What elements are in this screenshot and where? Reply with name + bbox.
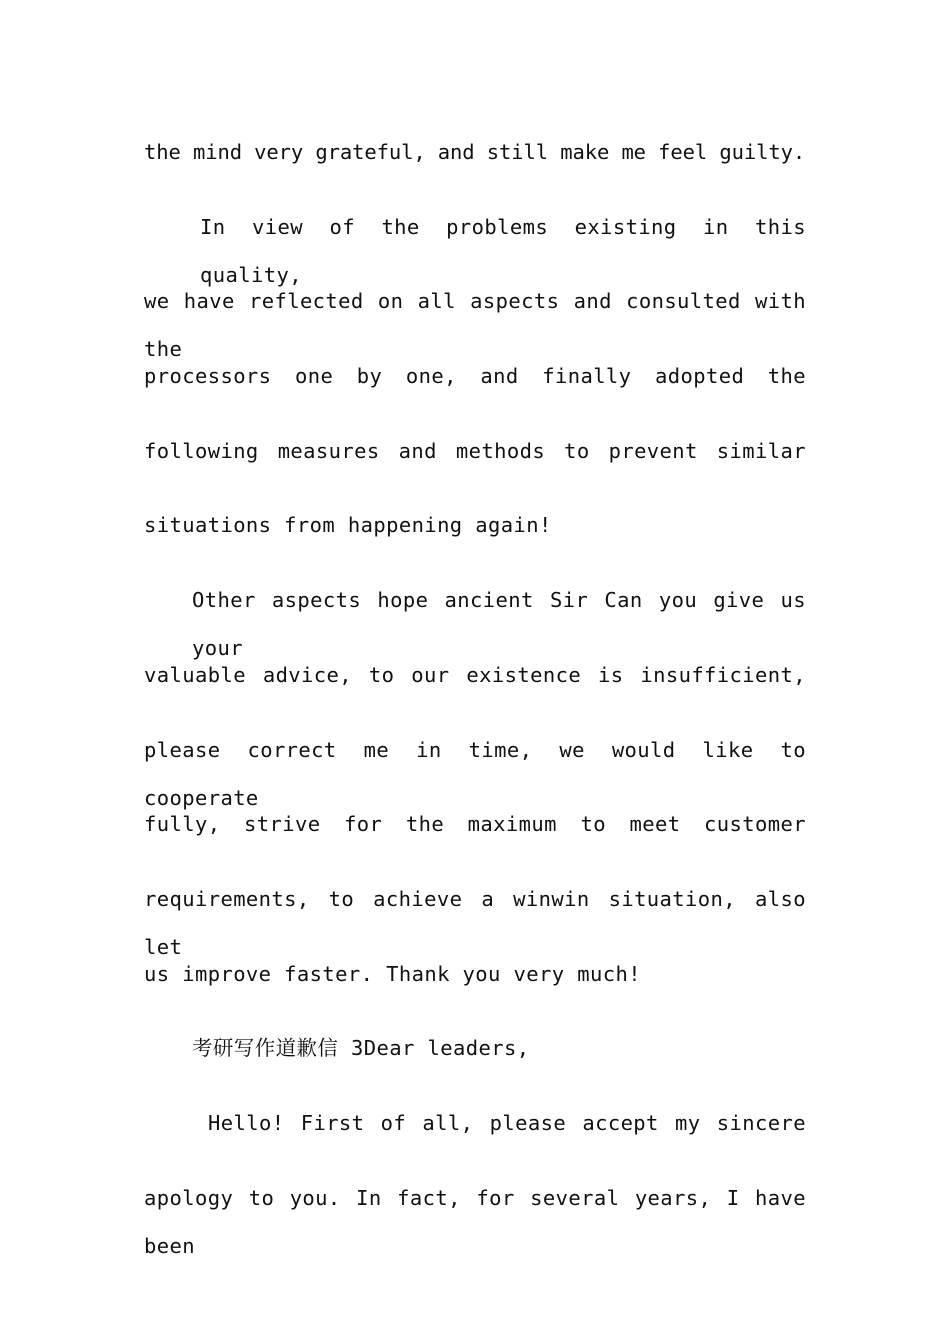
text-line-8: valuable advice, to our existence is insufficient, bbox=[144, 662, 806, 687]
text-line-14: Hello! First of all, please accept my sincere bbox=[208, 1110, 806, 1135]
letter-body bbox=[144, 128, 806, 1258]
text-line-5: following measures and methods to prevent similar bbox=[144, 438, 806, 463]
text-line-4: processors one by one, and finally adopted the bbox=[144, 364, 806, 389]
text-line-1: the mind very grateful, and still make me feel guilty. bbox=[144, 140, 806, 164]
text-line-6: situations from happening again! bbox=[144, 513, 552, 538]
text-line-9: please correct me in time, we would like to cooperate bbox=[144, 737, 806, 810]
text-line-12: us improve faster. Thank you very much! bbox=[144, 961, 641, 986]
text-line-11: requirements, to achieve a winwin situation, also let bbox=[144, 886, 806, 959]
text-line-2: In view of the problems existing in this quality, bbox=[200, 214, 806, 287]
text-line-13: 考研写作道歉信 3Dear leaders, bbox=[192, 1036, 530, 1061]
text-line-10: fully, strive for the maximum to meet customer bbox=[144, 812, 806, 837]
text-line-7: Other aspects hope ancient Sir Can you give us your bbox=[192, 588, 806, 661]
text-line-15: apology to you. In fact, for several years, I have been bbox=[144, 1185, 806, 1258]
text-line-3: we have reflected on all aspects and consulted with the bbox=[144, 289, 806, 362]
